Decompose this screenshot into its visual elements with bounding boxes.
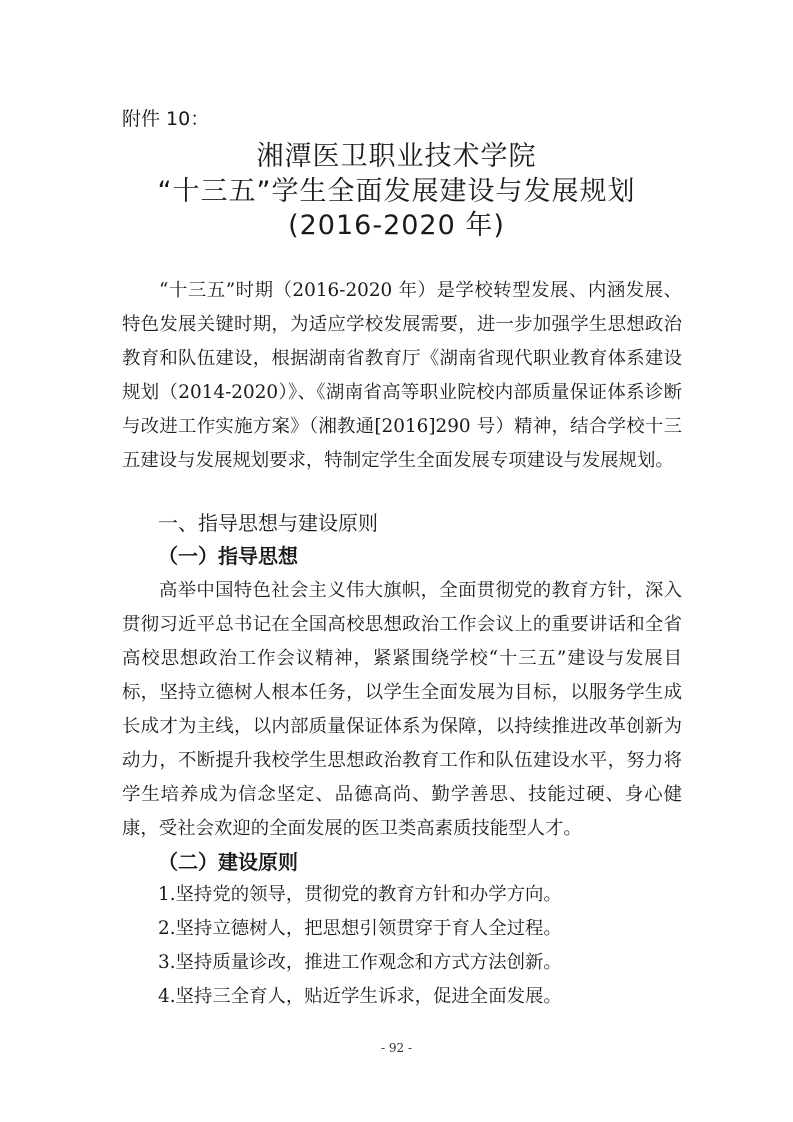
page-number: - 92 -: [380, 1041, 412, 1055]
list-item: 1.坚持党的领导，贯彻党的教育方针和办学方向。: [158, 884, 562, 905]
list-item: 3.坚持质量诊改，推进工作观念和方式方法创新。: [158, 952, 562, 973]
principles-list: [158, 878, 562, 1014]
title-line-3: (2016-2020 年): [288, 210, 505, 241]
guiding-thought-block: [122, 574, 682, 846]
section-1-heading: 一、指导思想与建设原则: [158, 511, 378, 535]
attachment-label: 附件 10：: [122, 108, 210, 130]
subsection-2-heading: （二）建设原则: [158, 850, 298, 874]
guiding-thought-paragraph: 高举中国特色社会主义伟大旗帜，全面贯彻党的教育方针，深入贯彻习近平总书记在全国高校思想政治工作会议上的重要讲话和全省高校思想政治工作会议精神，紧紧围绕学校“十三五”建设与发展目标，坚持立德树人根本任务，以学生全面发展为目标，以服务学生成长成才为主线，以内部质量保证体系为保障，以持续推进改革创新为动力，不断提升我校学生思想政治教育工作和队伍建设水平，努力将学生培养成为信念坚定、品德高尚、勤学善思、技能过硬、身心健康，受社会欢迎的全面发展的医卫类高素质技能型人才。: [122, 580, 682, 839]
title-line-2: “十三五”学生全面发展建设与发展规划: [157, 176, 636, 207]
intro-paragraph-block: [122, 274, 682, 478]
subsection-1-heading: （一）指导思想: [158, 544, 298, 568]
list-item: 2.坚持立德树人，把思想引领贯穿于育人全过程。: [158, 918, 562, 939]
title-line-1: 湘潭医卫职业技术学院: [256, 141, 537, 172]
list-item: 4.坚持三全育人，贴近学生诉求，促进全面发展。: [158, 986, 562, 1007]
intro-paragraph: “十三五”时期（2016-2020 年）是学校转型发展、内涵发展、特色发展关键时期，为适应学校发展需要，进一步加强学生思想政治教育和队伍建设，根据湖南省教育厅《湖南省现代职业教育体系建设规划（2014-2020）》、《湖南省高等职业院校内部质量保证体系诊断与改进工作实施方案》（湘教通[2016]290 号）精神，结合学校十三五建设与发展规划要求，特制定学生全面发展专项建设与发展规划。: [122, 280, 682, 471]
